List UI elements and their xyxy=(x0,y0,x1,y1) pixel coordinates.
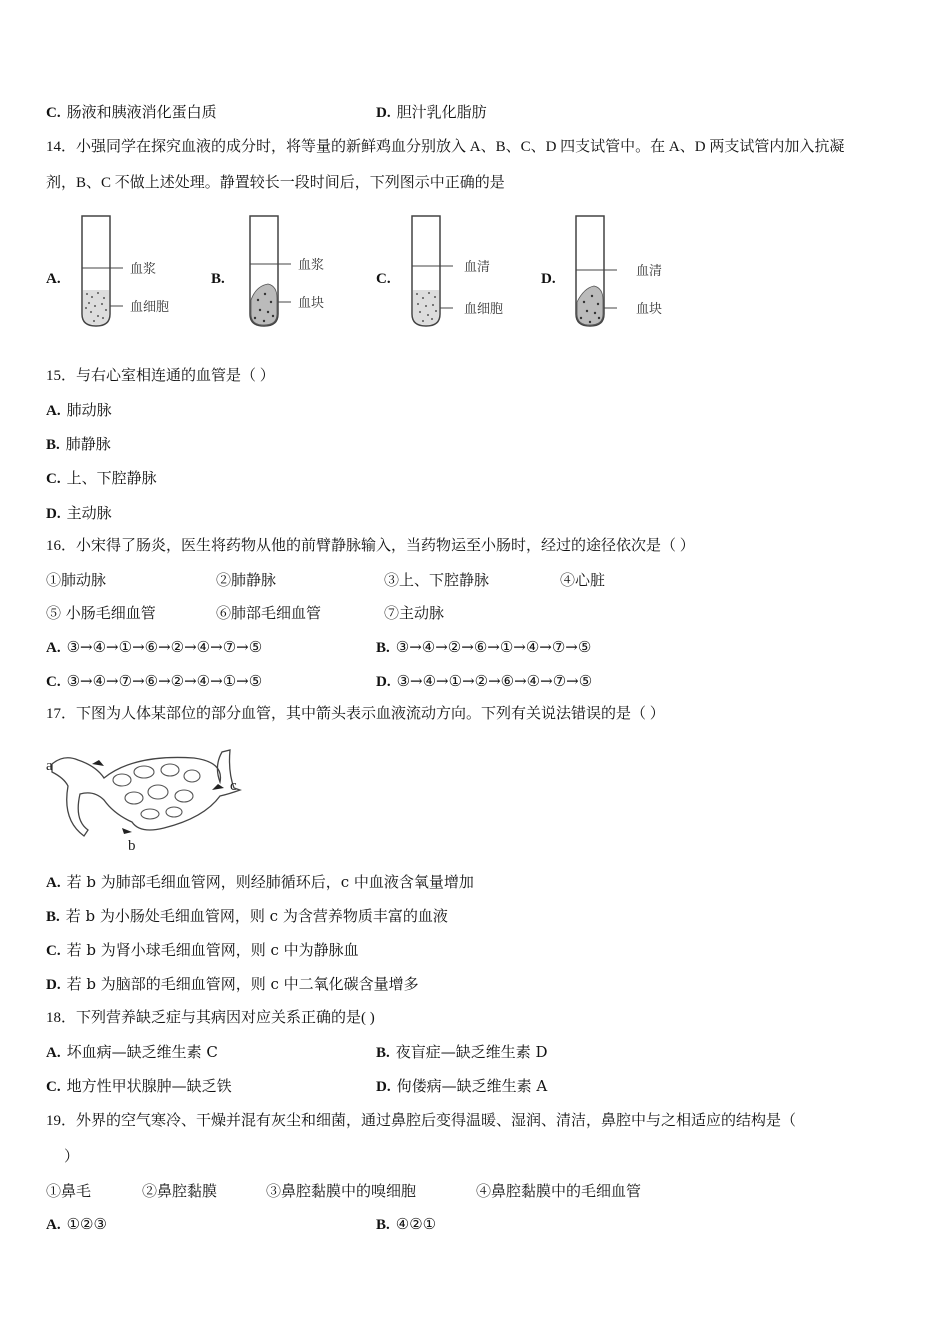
q14-option-d-letter: D. xyxy=(541,271,556,287)
q14-stem-line1: 14．小强同学在探究血液的成分时，将等量的新鲜鸡血分别放入 A、B、C、D 四支试管中。在 A、D 两支试管内加入抗凝 xyxy=(46,139,845,155)
q16-stem: 16．小宋得了肠炎，医生将药物从他的前臂静脉输入，当药物运至小肠时，经过的途径依次是（ ） xyxy=(46,538,695,554)
q16-item-7: ⑦主动脉 xyxy=(384,604,445,622)
q14-tube-d-bottom-label: 血块 xyxy=(636,302,663,317)
q16-item-1: ①肺动脉 xyxy=(46,571,107,589)
q14-tube-b xyxy=(246,214,366,332)
q14-tube-c-bottom-label: 血细胞 xyxy=(464,302,504,317)
q17-label-a: a xyxy=(46,758,53,774)
q16-item-2: ②肺静脉 xyxy=(216,571,277,589)
q19-option-a: A. ①②③ xyxy=(46,1215,107,1233)
q14-tube-d-top-label: 血清 xyxy=(636,264,663,279)
q14-tube-b-top-label: 血浆 xyxy=(298,258,325,273)
q14-tube-b-bottom-label: 血块 xyxy=(298,296,325,311)
q15-stem: 15．与右心室相连通的血管是（ ） xyxy=(46,368,275,384)
q18-stem: 18．下列营养缺乏症与其病因对应关系正确的是( ) xyxy=(46,1010,375,1026)
q14-tube-a-bottom-label: 血细胞 xyxy=(130,300,170,315)
q17-label-c: c xyxy=(230,778,237,794)
q19-stem-line2: ） xyxy=(64,1149,80,1165)
q17-stem: 17．下图为人体某部位的部分血管，其中箭头表示血液流动方向。下列有关说法错误的是（ ） xyxy=(46,706,665,722)
q16-option-a: A. ③→④→①→⑥→②→④→⑦→⑤ xyxy=(46,638,263,656)
q14-option-b-letter: B. xyxy=(211,271,225,287)
q14-tube-a-top-label: 血浆 xyxy=(130,262,157,277)
q17-option-b: B. 若 b 为小肠处毛细血管网，则 c 为含营养物质丰富的血液 xyxy=(46,907,448,925)
q19-item-3: ③鼻腔黏膜中的嗅细胞 xyxy=(266,1182,417,1200)
q13-option-d: D. 胆汁乳化脂肪 xyxy=(376,103,487,121)
q14-tube-c-top-label: 血清 xyxy=(464,260,491,275)
q15-option-c: C. 上、下腔静脉 xyxy=(46,469,157,487)
q15-option-a: A. 肺动脉 xyxy=(46,401,112,419)
q14-tube-a xyxy=(78,214,198,332)
q15-option-d: D. 主动脉 xyxy=(46,504,112,522)
q16-option-c: C. ③→④→⑦→⑥→②→④→①→⑤ xyxy=(46,672,263,690)
q16-option-b: B. ③→④→②→⑥→①→④→⑦→⑤ xyxy=(376,638,592,656)
q18-option-a: A. 坏血病—缺乏维生素 C xyxy=(46,1043,218,1061)
q18-option-c: C. 地方性甲状腺肿—缺乏铁 xyxy=(46,1077,232,1095)
q14-tube-c xyxy=(408,214,528,332)
q17-vessel-figure xyxy=(44,742,254,854)
q16-item-3: ③上、下腔静脉 xyxy=(384,571,490,589)
q16-item-4: ④心脏 xyxy=(560,571,606,589)
q18-option-d: D. 佝偻病—缺乏维生素 A xyxy=(376,1077,548,1095)
q16-item-5: ⑤ 小肠毛细血管 xyxy=(46,604,156,622)
q19-item-2: ②鼻腔黏膜 xyxy=(142,1182,218,1200)
q17-option-a: A. 若 b 为肺部毛细血管网，则经肺循环后，c 中血液含氧量增加 xyxy=(46,873,474,891)
q19-option-b: B. ④②① xyxy=(376,1215,437,1233)
q16-item-6: ⑥肺部毛细血管 xyxy=(216,604,322,622)
q17-option-d: D. 若 b 为脑部的毛细血管网，则 c 中二氧化碳含量增多 xyxy=(46,975,419,993)
q18-option-b: B. 夜盲症—缺乏维生素 D xyxy=(376,1043,548,1061)
q15-option-b: B. 肺静脉 xyxy=(46,435,111,453)
q14-tube-d xyxy=(572,214,692,332)
q19-item-1: ①鼻毛 xyxy=(46,1182,92,1200)
q19-item-4: ④鼻腔黏膜中的毛细血管 xyxy=(476,1182,642,1200)
q14-option-c-letter: C. xyxy=(376,271,391,287)
q17-option-c: C. 若 b 为肾小球毛细血管网，则 c 中为静脉血 xyxy=(46,941,359,959)
q14-stem-line2: 剂，B、C 不做上述处理。静置较长一段时间后，下列图示中正确的是 xyxy=(46,175,505,191)
q14-option-a-letter: A. xyxy=(46,271,61,287)
q16-option-d: D. ③→④→①→②→⑥→④→⑦→⑤ xyxy=(376,672,593,690)
q13-option-c: C. 肠液和胰液消化蛋白质 xyxy=(46,103,217,121)
q19-stem-line1: 19．外界的空气寒冷、干燥并混有灰尘和细菌，通过鼻腔后变得温暖、湿润、清洁，鼻腔中与之相适应的结构是（ xyxy=(46,1113,797,1129)
q17-label-b: b xyxy=(128,838,136,854)
